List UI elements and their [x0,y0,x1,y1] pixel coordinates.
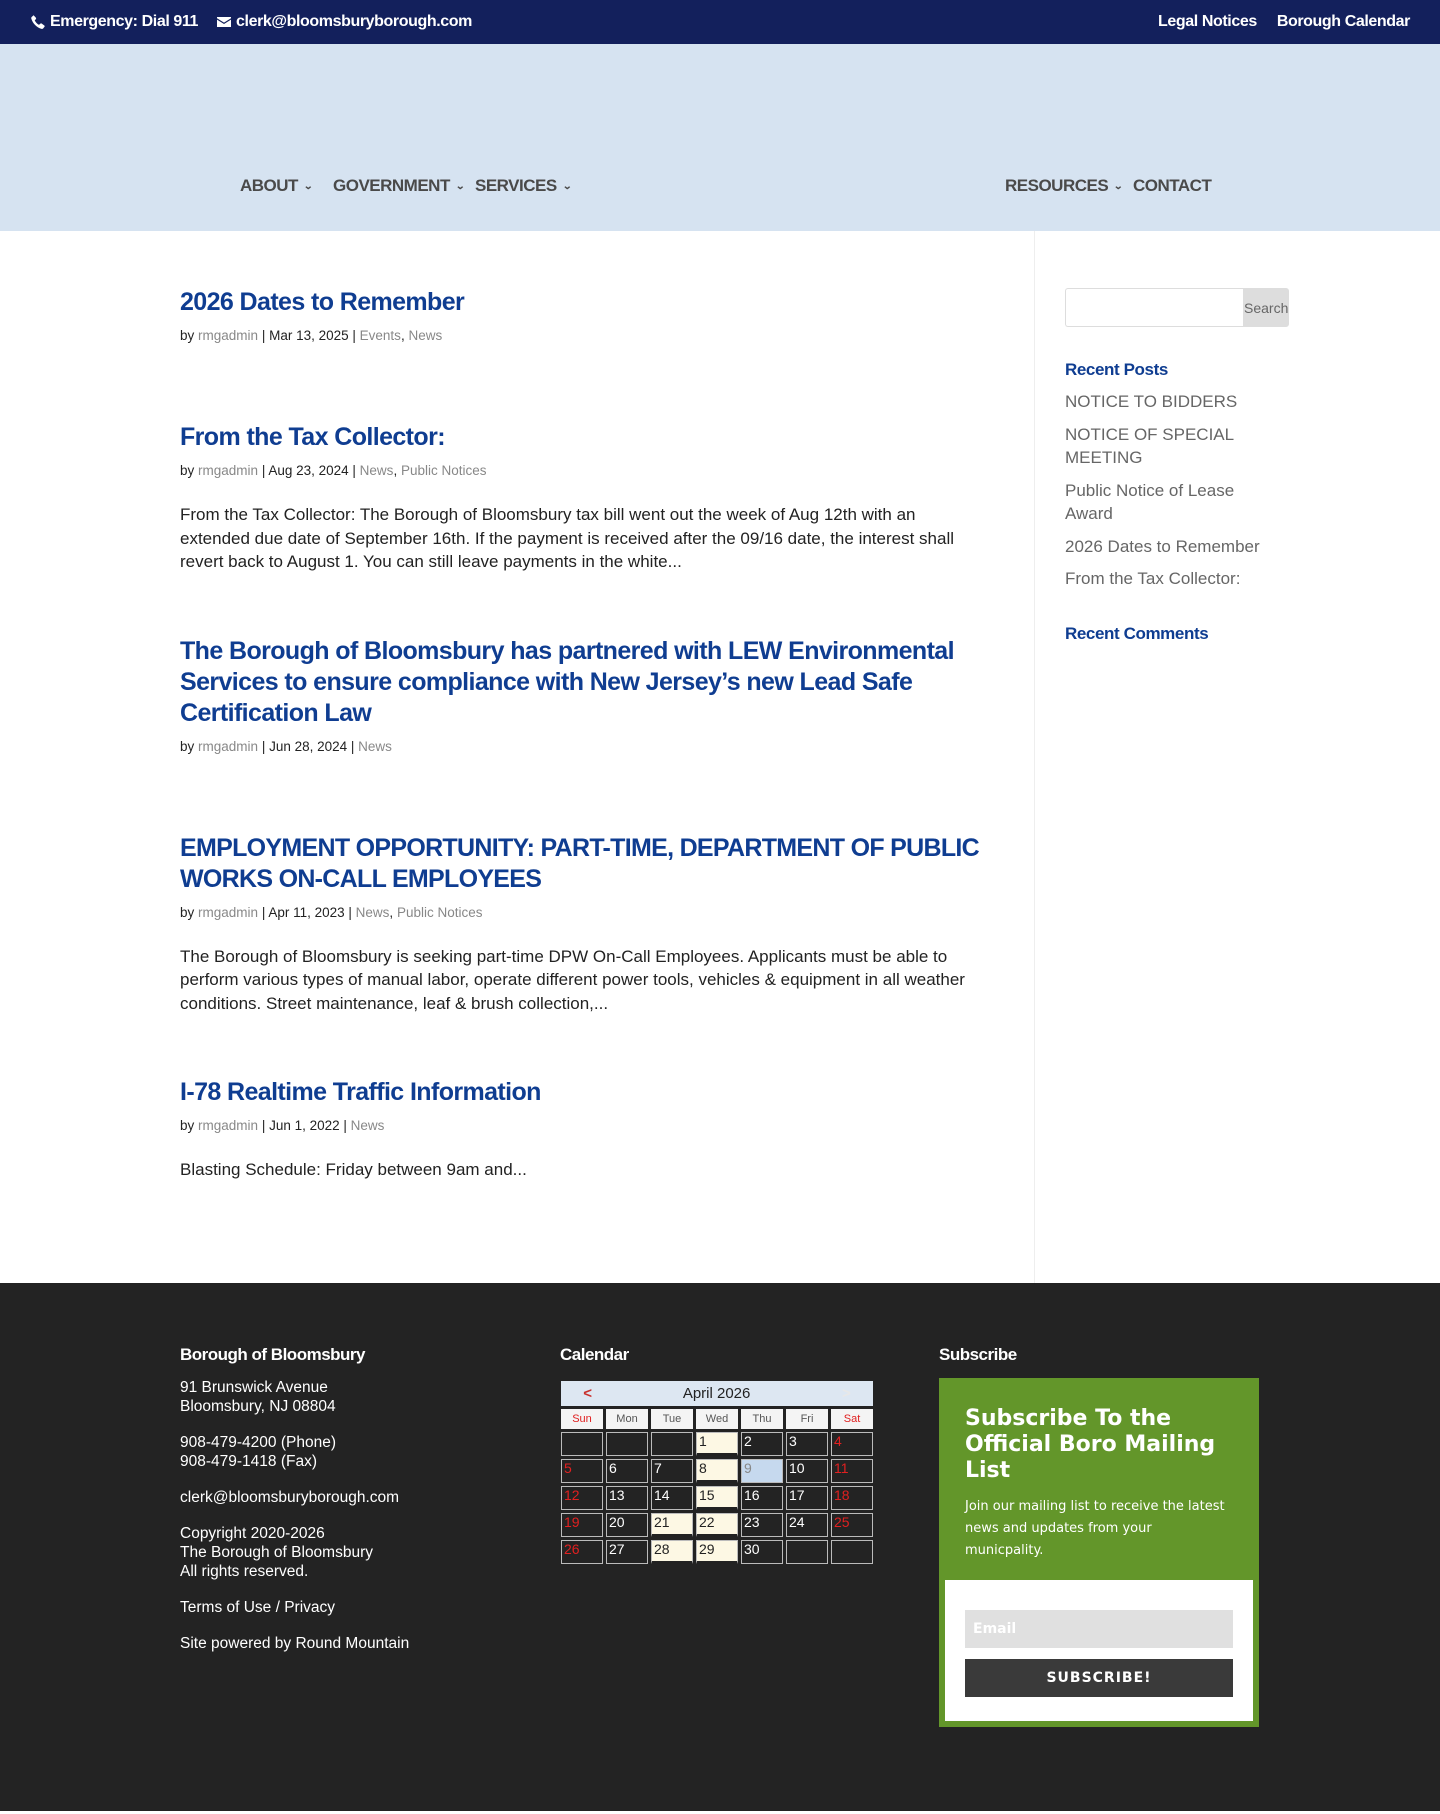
sidebar [1034,231,1440,1283]
footer-calendar-title: Calendar [560,1345,629,1364]
calendar-week-row [561,1513,873,1537]
calendar-day[interactable]: 4 [831,1432,873,1456]
post-title[interactable]: From the Tax Collector: [180,423,445,451]
clerk-email-link[interactable] [216,13,472,31]
calendar-day[interactable]: 14 [651,1486,693,1510]
footer-copyright [180,1524,500,1581]
post-author[interactable]: rmgadmin [198,1118,259,1133]
footer-subscribe-title: Subscribe [939,1345,1017,1364]
footer [0,1283,1440,1811]
post-title[interactable]: 2026 Dates to Remember [180,288,465,316]
chevron-down-icon: ⌄ [455,180,465,192]
subscribe-box-header [945,1384,1253,1580]
calendar-day[interactable]: 1 [696,1432,738,1456]
post-excerpt: From the Tax Collector: The Borough of Bloomsbury tax bill went out the week of Aug 12th with an extended due date of September 16th. If the payment is received after the 09/16 date, the interest shall revert back to August 1. You can still leave payments in the white... [180,505,954,571]
weekday-label: Sat [831,1409,873,1429]
post-author[interactable]: rmgadmin [198,463,259,478]
calendar-weekday-row [561,1409,873,1429]
weekday-label: Thu [741,1409,783,1429]
nav-item-label: SERVICES [475,176,557,195]
envelope-icon [216,14,232,30]
address-line-1: 91 Brunswick Avenue [180,1379,328,1396]
post-meta: by rmgadmin | Aug 23, 2024 | News, Public Notices [180,463,487,478]
copyright-line-3: All rights reserved. [180,1563,309,1580]
main-area [0,231,1440,1283]
post-category-link[interactable]: News [408,328,443,343]
calendar-week-row [561,1486,873,1510]
post-item [180,287,1034,343]
calendar-month-label: April 2026 [682,1385,751,1402]
post-by: by [180,463,195,478]
calendar-day[interactable]: 27 [606,1540,648,1564]
post-by: by [180,904,195,920]
post-category-link[interactable]: Events [359,328,401,343]
search-input[interactable] [1065,288,1243,327]
clerk-email-label: clerk@bloomsburyborough.com [236,13,472,30]
post-title[interactable]: The Borough of Bloomsbury has partnered with LEW Environmental Services to ensure compliance with New Jersey’s new Lead Safe Certification Law [180,636,954,727]
post-category-link[interactable]: News [355,904,390,920]
recent-post-link[interactable]: 2026 Dates to Remember [1065,536,1260,556]
recent-post-link[interactable]: From the Tax Collector: [1065,569,1241,588]
phone-icon [30,14,46,30]
post-item [180,422,1034,574]
recent-posts-list [1065,390,1265,591]
calendar-day[interactable]: 10 [786,1459,828,1483]
calendar-day[interactable]: 3 [786,1432,828,1456]
post-meta: by rmgadmin | Mar 13, 2025 | Events, News [180,328,443,343]
footer-borough-title: Borough of Bloomsbury [180,1345,365,1364]
footer-subscribe-column [939,1345,1259,1727]
search-form [1065,288,1289,327]
calendar-empty-cell [561,1432,603,1456]
footer-address [180,1378,500,1416]
recent-comments-heading: Recent Comments [1065,623,1209,643]
calendar-day[interactable]: 5 [561,1459,603,1483]
nav-item-government[interactable] [333,176,464,196]
post-item [180,833,1034,1016]
calendar-day[interactable]: 12 [561,1486,603,1510]
email-field[interactable] [965,1610,1233,1648]
calendar-day[interactable]: 17 [786,1486,828,1510]
recent-posts-heading: Recent Posts [1065,360,1168,379]
post-category-link[interactable]: Public Notices [396,904,483,920]
calendar-empty-cell [786,1540,828,1564]
post-date: Mar 13, 2025 [269,328,349,343]
terms-privacy-link[interactable]: Terms of Use / Privacy [180,1599,336,1616]
nav-item-about[interactable] [240,176,312,196]
borough-calendar-link[interactable]: Borough Calendar [1276,13,1410,30]
calendar-day[interactable]: 25 [831,1513,873,1537]
calendar-day[interactable]: 29 [696,1540,738,1564]
weekday-label: Wed [696,1409,738,1429]
calendar-week-row [561,1540,873,1564]
powered-by-link[interactable]: Site powered by Round Mountain [180,1635,410,1652]
footer-phones [180,1433,500,1471]
calendar-day[interactable]: 24 [786,1513,828,1537]
calendar-day[interactable]: 28 [651,1540,693,1564]
nav-item-label: RESOURCES [1005,176,1109,195]
calendar-next-arrow-icon[interactable]: > [842,1385,851,1402]
calendar-day[interactable]: 8 [696,1459,738,1483]
post-category-link[interactable]: News [350,1118,385,1133]
calendar-day[interactable]: 21 [651,1513,693,1537]
calendar-widget [558,1378,876,1567]
post-category-link[interactable]: News [358,738,392,754]
post-meta: by rmgadmin | Jun 28, 2024 | News [180,738,392,754]
post-author[interactable]: rmgadmin [198,738,259,754]
calendar-day[interactable]: 22 [696,1513,738,1537]
subscribe-box-title: Subscribe To the Official Boro Mailing List [965,1406,1216,1483]
post-meta: by rmgadmin | Jun 1, 2022 | News [180,1118,385,1133]
post-title[interactable]: I-78 Realtime Traffic Information [180,1078,541,1106]
post-date: Jun 28, 2024 [269,738,348,754]
post-date: Aug 23, 2024 [268,463,349,478]
calendar-day[interactable]: 30 [741,1540,783,1564]
nav-item-contact[interactable] [1133,176,1211,196]
post-list [0,231,1034,1283]
post-date: Jun 1, 2022 [269,1118,340,1133]
calendar-day[interactable]: 7 [651,1459,693,1483]
post-author[interactable]: rmgadmin [198,904,259,920]
top-bar-links [1158,13,1410,31]
post-by: by [180,738,195,754]
top-bar-contact [30,13,472,31]
emergency-phone-label: Emergency: Dial 911 [50,13,199,30]
post-by: by [180,328,195,343]
address-line-2: Bloomsbury, NJ 08804 [180,1398,336,1415]
footer-contact-column [180,1345,500,1670]
emergency-phone-link[interactable] [30,13,198,31]
top-bar [0,0,1440,44]
post-meta: by rmgadmin | Apr 11, 2023 | News, Public Notices [180,904,483,920]
post-author[interactable]: rmgadmin [198,328,259,343]
recent-post-link[interactable]: NOTICE TO BIDDERS [1065,392,1238,411]
subscribe-box-text: Join our mailing list to receive the latest news and updates from your municpality. [965,1499,1225,1558]
calendar-day[interactable]: 13 [606,1486,648,1510]
post-date: Apr 11, 2023 [268,904,345,920]
calendar-week-row [561,1432,873,1456]
footer-phone: 908-479-4200 (Phone) [180,1434,336,1451]
nav-item-label: GOVERNMENT [333,176,450,195]
calendar-day[interactable]: 16 [741,1486,783,1510]
post-by: by [180,1118,195,1133]
calendar-empty-cell [606,1432,648,1456]
main-navigation [0,44,1440,231]
search-button[interactable]: Search [1243,288,1289,327]
copyright-line-2: The Borough of Bloomsbury [180,1544,373,1561]
footer-calendar-column [560,1345,880,1567]
calendar-day[interactable]: 11 [831,1459,873,1483]
calendar-week-row [561,1459,873,1483]
post-category-link[interactable]: Public Notices [400,463,487,478]
nav-item-label: ABOUT [240,176,298,195]
nav-item-resources[interactable] [1005,176,1122,196]
calendar-day[interactable]: 20 [606,1513,648,1537]
calendar-day[interactable]: 15 [696,1486,738,1510]
calendar-day[interactable]: 18 [831,1486,873,1510]
chevron-down-icon: ⌄ [561,180,572,192]
calendar-day[interactable]: 6 [606,1459,648,1483]
weekday-label: Sun [561,1409,603,1429]
calendar-header [561,1381,873,1406]
nav-item-services[interactable] [475,176,571,196]
recent-post-link[interactable]: NOTICE OF SPECIAL MEETING [1065,424,1234,467]
calendar-day[interactable]: 23 [741,1513,783,1537]
weekday-label: Tue [651,1409,693,1429]
post-excerpt: The Borough of Bloomsbury is seeking part-time DPW On-Call Employees. Applicants must be able to perform various types of manual labor, operate different power tools, vehicles & equipment in all weather conditions. Street maintenance, leaf & brush collection,... [180,946,965,1013]
recent-post-link[interactable]: Public Notice of Lease Award [1065,480,1235,523]
post-excerpt: Blasting Schedule: Friday between 9am and... [180,1160,527,1179]
subscribe-button[interactable]: SUBSCRIBE! [965,1659,1233,1697]
calendar-day[interactable]: 19 [561,1513,603,1537]
weekday-label: Mon [606,1409,648,1429]
calendar-day[interactable]: 2 [741,1432,783,1456]
calendar-prev-arrow-icon[interactable]: < [583,1385,592,1402]
subscribe-box [939,1378,1259,1727]
legal-notices-link[interactable]: Legal Notices [1157,13,1257,30]
calendar-day[interactable]: 26 [561,1540,603,1564]
post-title[interactable]: EMPLOYMENT OPPORTUNITY: PART-TIME, DEPARTMENT OF PUBLIC WORKS ON-CALL EMPLOYEES [180,833,979,893]
chevron-down-icon: ⌄ [303,180,313,192]
calendar-days [561,1432,873,1564]
footer-fax: 908-479-1418 (Fax) [180,1453,317,1470]
chevron-down-icon: ⌄ [1113,180,1123,192]
post-item [180,636,1034,754]
calendar-empty-cell [831,1540,873,1564]
weekday-label: Fri [786,1409,828,1429]
post-category-link[interactable]: News [359,463,394,478]
calendar-day[interactable]: 9 [741,1459,783,1483]
nav-item-label: CONTACT [1133,176,1212,195]
footer-email[interactable]: clerk@bloomsburyborough.com [180,1489,400,1506]
copyright-line-1: Copyright 2020-2026 [180,1525,325,1542]
post-item [180,1077,1034,1182]
subscribe-form [945,1580,1253,1721]
calendar-empty-cell [651,1432,693,1456]
